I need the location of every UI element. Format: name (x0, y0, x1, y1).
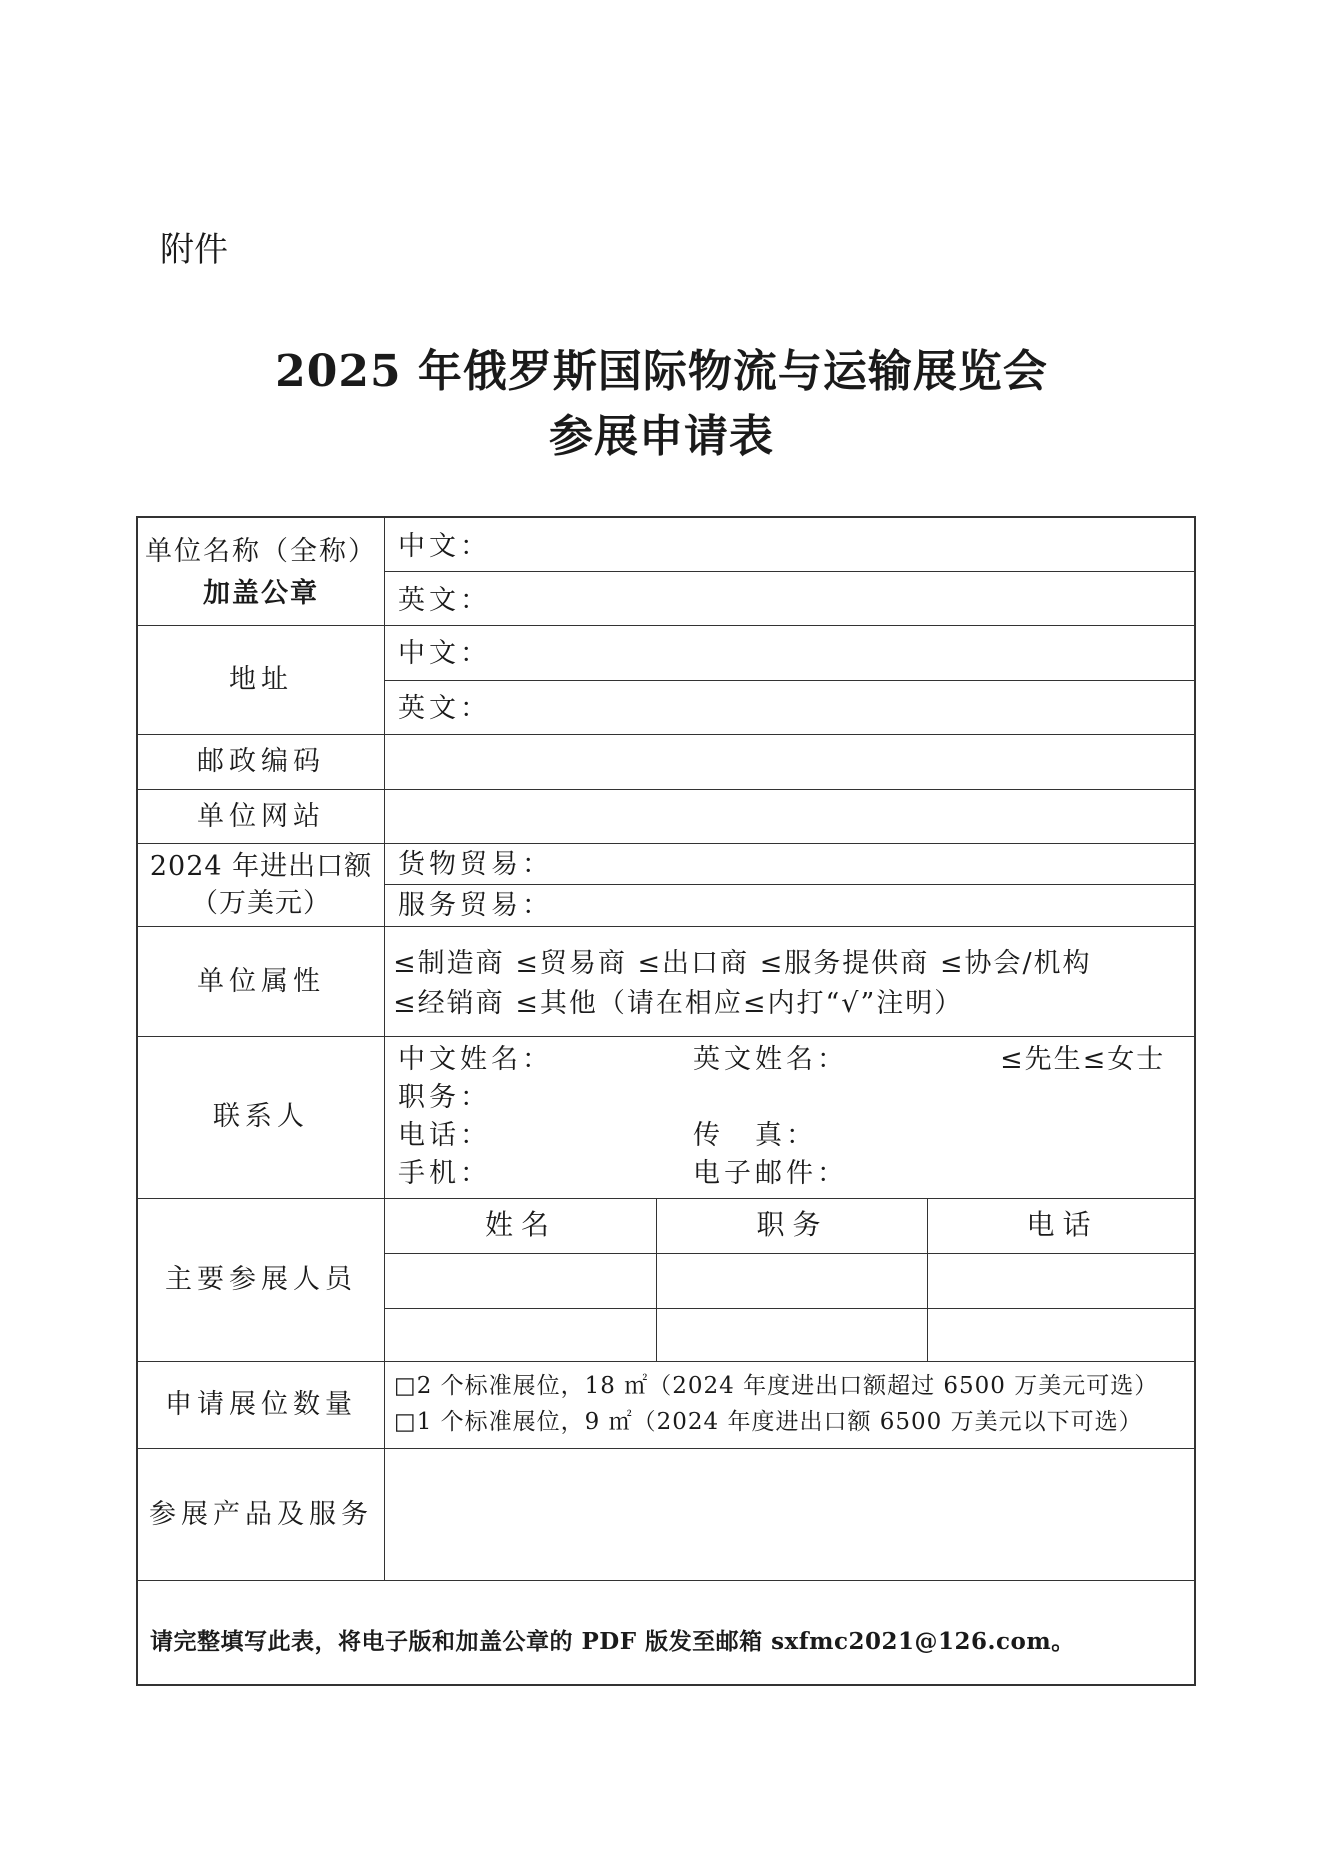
page-title: 2025 年俄罗斯国际物流与运输展览会 (275, 346, 1048, 397)
booth-label: 申请展位数量 (165, 1389, 357, 1420)
divider (138, 734, 1196, 735)
page-subtitle: 参展申请表 (549, 411, 774, 462)
application-form (136, 516, 1196, 1686)
postcode-field[interactable] (386, 736, 1194, 787)
staff-row[interactable] (386, 1310, 1194, 1360)
divider (138, 1198, 1196, 1199)
contact-en-name-field[interactable]: 英文姓名： (693, 1044, 848, 1075)
staff-header-name: 姓名 (484, 1208, 557, 1241)
divider (384, 571, 1196, 572)
postcode-label: 邮政编码 (197, 746, 325, 777)
trade-unit-label: （万美元） (191, 888, 331, 919)
unit-name-en-field[interactable]: 英文： (398, 585, 491, 616)
contact-phone-field[interactable]: 电话： (398, 1120, 491, 1151)
divider (138, 926, 1196, 927)
products-field[interactable] (386, 1450, 1194, 1578)
staff-header-phone: 电话 (1026, 1208, 1099, 1241)
contact-cn-name-field[interactable]: 中文姓名： (398, 1044, 553, 1075)
divider (384, 1253, 1196, 1254)
divider (138, 789, 1196, 790)
divider (138, 1448, 1196, 1449)
address-label: 地址 (229, 664, 293, 695)
products-label: 参展产品及服务 (149, 1499, 373, 1530)
attachment-label: 附件 (160, 230, 228, 270)
contact-fax-field[interactable]: 传 真： (693, 1120, 817, 1151)
label-column-divider (384, 518, 385, 1580)
stamp-label: 加盖公章 (203, 578, 319, 609)
divider (384, 884, 1196, 885)
attribute-label: 单位属性 (197, 966, 325, 997)
website-field[interactable] (386, 791, 1194, 841)
divider (138, 1036, 1196, 1037)
website-label: 单位网站 (197, 801, 325, 832)
booth-option-2[interactable]: □2 个标准展位，18 ㎡（2024 年度进出口额超过 6500 万美元可选） (394, 1373, 1159, 1399)
salutation-options[interactable]: ≤先生≤女士 (1000, 1044, 1166, 1075)
contact-email-field[interactable]: 电子邮件： (693, 1158, 848, 1189)
staff-header-position: 职务 (756, 1208, 829, 1241)
unit-name-cn-field[interactable]: 中文： (398, 531, 491, 562)
staff-label: 主要参展人员 (165, 1264, 357, 1295)
attribute-options-line1[interactable]: ≤制造商 ≤贸易商 ≤出口商 ≤服务提供商 ≤协会/机构 (393, 948, 1092, 979)
attribute-options-line2[interactable]: ≤经销商 ≤其他（请在相应≤内打“√”注明） (393, 988, 964, 1019)
divider (138, 843, 1196, 844)
divider (138, 625, 1196, 626)
contact-position-field[interactable]: 职务： (398, 1082, 491, 1113)
divider (384, 680, 1196, 681)
staff-row[interactable] (386, 1255, 1194, 1307)
goods-trade-field[interactable]: 货物贸易： (398, 849, 553, 880)
divider (138, 1580, 1196, 1581)
submission-note: 请完整填写此表，将电子版和加盖公章的 PDF 版发至邮箱 sxfmc2021@126.com。 (150, 1628, 1075, 1655)
unit-name-label: 单位名称（全称） (145, 536, 377, 567)
address-en-field[interactable]: 英文： (398, 693, 491, 724)
booth-option-1[interactable]: □1 个标准展位，9 ㎡（2024 年度进出口额 6500 万美元以下可选） (394, 1409, 1143, 1435)
address-cn-field[interactable]: 中文： (398, 638, 491, 669)
contact-mobile-field[interactable]: 手机： (398, 1158, 491, 1189)
divider (384, 1308, 1196, 1309)
services-trade-field[interactable]: 服务贸易： (398, 890, 553, 921)
contact-label: 联系人 (213, 1101, 309, 1132)
divider (138, 1361, 1196, 1362)
trade-label: 2024 年进出口额 (149, 851, 373, 882)
